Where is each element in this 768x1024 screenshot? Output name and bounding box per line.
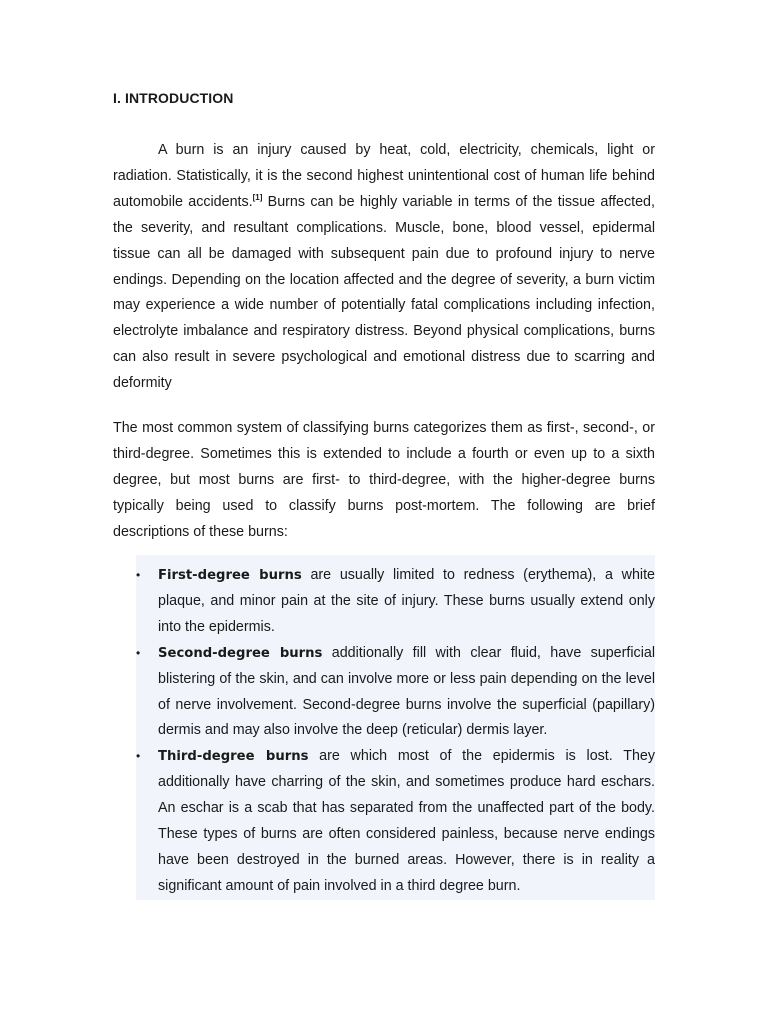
intro-paragraph-text-1: A burn is an injury caused by heat, cold, electricity, chemicals, light or radiation. Statistically, it is the second highest unintentional cost of human life behind automobile accidents. — [113, 142, 655, 210]
bullet-icon: • — [136, 749, 141, 764]
list-item-term: Third-degree burns — [158, 749, 309, 765]
bullet-icon: • — [136, 568, 141, 582]
list-item-text: are which most of the epidermis is lost. They additionally have charring of the skin, and sometimes produce hard eschars. An eschar is a scab that has separated from the unaffected part of the body. These types of burns are often considered painless, because nerve endings have been destroyed in the burned areas. However, there is in reality a significant amount of pain involved in a third degree burn. — [158, 748, 655, 894]
list-item-term: First-degree burns — [158, 568, 302, 583]
burn-degree-list — [136, 563, 655, 900]
bullet-icon: • — [136, 645, 141, 660]
list-item-first-degree — [136, 563, 655, 641]
section-heading: I. INTRODUCTION — [113, 90, 234, 106]
list-item-second-degree — [136, 641, 655, 745]
list-item-text: additionally fill with clear fluid, have superficial blistering of the skin, and can involve more or less pain depending on the level of nerve involvement. Second-degree burns involve the superficial (papillary) dermis and may also involve the deep (reticular) dermis layer. — [158, 644, 655, 739]
list-item-third-degree — [136, 744, 655, 899]
list-item-term: Second-degree burns — [158, 645, 323, 661]
classification-paragraph: The most common system of classifying burns categorizes them as first-, second-, or third-degree. Sometimes this is extended to include a fourth or even up to a sixth degree, but most burns are first- to third-degree, with the higher-degree burns typically being used to classify burns post-mortem. The following are brief descriptions of these burns: — [113, 420, 655, 540]
citation-marker: [1] — [252, 192, 263, 202]
intro-paragraph-text-2: Burns can be highly variable in terms of the tissue affected, the severity, and resultant complications. Muscle, bone, blood vessel, epidermal tissue can all be damaged with subsequent pain due to profound injury to nerve endings. Depending on the location affected and the degree of severity, a burn victim may experience a wide number of potentially fatal complications including infection, electrolyte imbalance and respiratory distress. Beyond physical complications, burns can also result in severe psychological and emotional distress due to scarring and deformity — [113, 193, 655, 392]
intro-paragraph — [113, 138, 655, 397]
list-item-text: are usually limited to redness (erythema), a white plaque, and minor pain at the site of injury. These burns usually extend only into the epidermis. — [158, 567, 655, 635]
